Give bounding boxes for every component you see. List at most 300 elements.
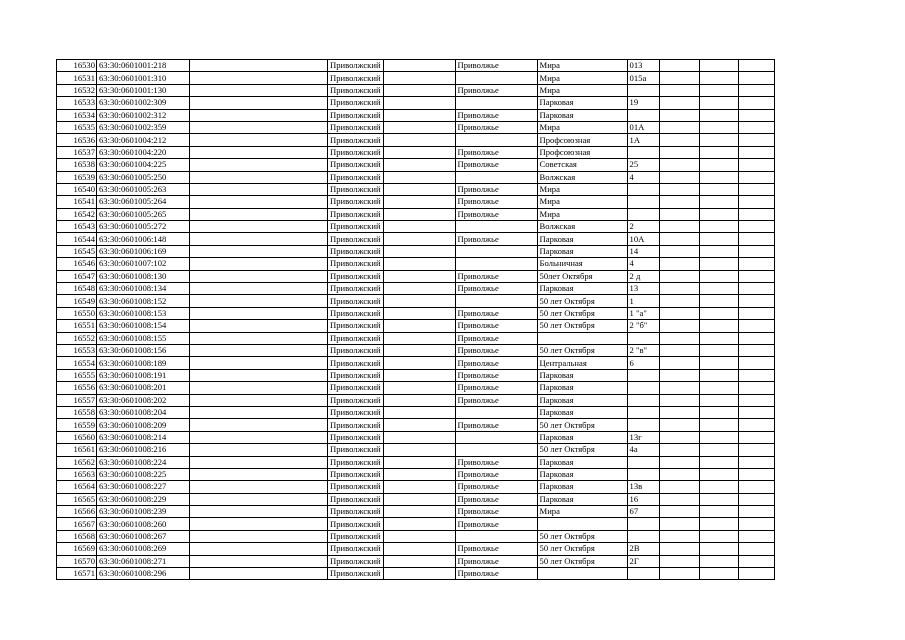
cadastral-number-cell: 63:30:0601002:309 [97, 97, 190, 109]
street-cell: Парковая [537, 233, 627, 245]
cadastral-number-cell: 63:30:0601008:130 [97, 270, 190, 282]
cadastral-number-cell: 63:30:0601008:189 [97, 357, 190, 369]
row-number-cell: 16567 [57, 518, 97, 530]
district-cell: Приволжский [328, 72, 384, 84]
cadastral-number-cell: 63:30:0601002:359 [97, 121, 190, 133]
table-row [57, 369, 775, 381]
district-cell: Приволжский [328, 295, 384, 307]
empty-cell [190, 320, 328, 332]
empty-cell [383, 295, 455, 307]
empty-cell [190, 60, 328, 72]
empty-cell [190, 493, 328, 505]
empty-cell [699, 506, 738, 518]
table-row [57, 208, 775, 220]
house-cell [627, 406, 659, 418]
district-cell: Приволжский [328, 382, 384, 394]
empty-cell [190, 406, 328, 418]
empty-cell [738, 543, 774, 555]
row-number-cell: 16560 [57, 431, 97, 443]
street-cell: Парковая [537, 369, 627, 381]
district-cell: Приволжский [328, 369, 384, 381]
empty-cell [383, 221, 455, 233]
row-number-cell: 16538 [57, 159, 97, 171]
empty-cell [190, 555, 328, 567]
empty-cell [659, 109, 699, 121]
house-cell [627, 419, 659, 431]
house-cell: 6 [627, 357, 659, 369]
empty-cell [383, 406, 455, 418]
empty-cell [190, 468, 328, 480]
empty-cell [383, 84, 455, 96]
empty-cell [383, 357, 455, 369]
house-cell: 13 [627, 283, 659, 295]
row-number-cell: 16552 [57, 332, 97, 344]
settlement-cell: Приволжье [455, 270, 537, 282]
district-cell: Приволжский [328, 530, 384, 542]
empty-cell [383, 444, 455, 456]
table-row [57, 543, 775, 555]
empty-cell [190, 295, 328, 307]
cadastral-number-cell: 63:30:0601001:310 [97, 72, 190, 84]
empty-cell [190, 369, 328, 381]
street-cell [537, 518, 627, 530]
empty-cell [738, 332, 774, 344]
empty-cell [190, 196, 328, 208]
table-row [57, 270, 775, 282]
cadastral-number-cell: 63:30:0601008:269 [97, 543, 190, 555]
district-cell: Приволжский [328, 419, 384, 431]
empty-cell [738, 530, 774, 542]
district-cell: Приволжский [328, 518, 384, 530]
house-cell: 013 [627, 60, 659, 72]
row-number-cell: 16544 [57, 233, 97, 245]
street-cell: Мира [537, 183, 627, 195]
row-number-cell: 16539 [57, 171, 97, 183]
cadastral-number-cell: 63:30:0601008:271 [97, 555, 190, 567]
empty-cell [738, 357, 774, 369]
empty-cell [699, 183, 738, 195]
row-number-cell: 16546 [57, 258, 97, 270]
cadastral-number-cell: 63:30:0601008:152 [97, 295, 190, 307]
table-row [57, 134, 775, 146]
street-cell: 50 лет Октября [537, 543, 627, 555]
settlement-cell [455, 406, 537, 418]
empty-cell [699, 406, 738, 418]
cadastral-number-cell: 63:30:0601004:225 [97, 159, 190, 171]
empty-cell [699, 233, 738, 245]
row-number-cell: 16531 [57, 72, 97, 84]
empty-cell [699, 555, 738, 567]
house-cell [627, 568, 659, 580]
cadastral-number-cell: 63:30:0601008:202 [97, 394, 190, 406]
cadastral-number-cell: 63:30:0601008:260 [97, 518, 190, 530]
table-row [57, 159, 775, 171]
cadastral-number-cell: 63:30:0601008:216 [97, 444, 190, 456]
empty-cell [659, 270, 699, 282]
district-cell: Приволжский [328, 444, 384, 456]
empty-cell [659, 344, 699, 356]
empty-cell [738, 233, 774, 245]
empty-cell [190, 506, 328, 518]
cadastral-number-cell: 63:30:0601005:265 [97, 208, 190, 220]
settlement-cell: Приволжье [455, 146, 537, 158]
empty-cell [659, 369, 699, 381]
district-cell: Приволжский [328, 307, 384, 319]
house-cell [627, 84, 659, 96]
empty-cell [190, 518, 328, 530]
empty-cell [659, 245, 699, 257]
settlement-cell: Приволжье [455, 518, 537, 530]
row-number-cell: 16557 [57, 394, 97, 406]
street-cell: Парковая [537, 245, 627, 257]
settlement-cell: Приволжье [455, 555, 537, 567]
empty-cell [738, 493, 774, 505]
empty-cell [190, 233, 328, 245]
district-cell: Приволжский [328, 555, 384, 567]
cadastral-number-cell: 63:30:0601006:169 [97, 245, 190, 257]
empty-cell [699, 481, 738, 493]
street-cell: Парковая [537, 394, 627, 406]
empty-cell [699, 97, 738, 109]
empty-cell [383, 481, 455, 493]
empty-cell [699, 369, 738, 381]
empty-cell [738, 171, 774, 183]
empty-cell [190, 183, 328, 195]
empty-cell [738, 431, 774, 443]
street-cell: 50 лет Октября [537, 419, 627, 431]
house-cell: 14 [627, 245, 659, 257]
house-cell [627, 394, 659, 406]
district-cell: Приволжский [328, 468, 384, 480]
district-cell: Приволжский [328, 506, 384, 518]
house-cell: 1 [627, 295, 659, 307]
house-cell: 2 д [627, 270, 659, 282]
row-number-cell: 16537 [57, 146, 97, 158]
cadastral-number-cell: 63:30:0601008:156 [97, 344, 190, 356]
empty-cell [383, 394, 455, 406]
empty-cell [659, 72, 699, 84]
settlement-cell: Приволжье [455, 233, 537, 245]
table-row [57, 332, 775, 344]
row-number-cell: 16543 [57, 221, 97, 233]
empty-cell [190, 394, 328, 406]
street-cell: Мира [537, 121, 627, 133]
row-number-cell: 16550 [57, 307, 97, 319]
street-cell: Мира [537, 196, 627, 208]
empty-cell [383, 270, 455, 282]
district-cell: Приволжский [328, 60, 384, 72]
empty-cell [738, 84, 774, 96]
cadastral-number-cell: 63:30:0601008:225 [97, 468, 190, 480]
empty-cell [659, 543, 699, 555]
street-cell: Парковая [537, 406, 627, 418]
row-number-cell: 16554 [57, 357, 97, 369]
empty-cell [738, 270, 774, 282]
settlement-cell [455, 444, 537, 456]
district-cell: Приволжский [328, 270, 384, 282]
empty-cell [699, 320, 738, 332]
empty-cell [699, 171, 738, 183]
district-cell: Приволжский [328, 568, 384, 580]
district-cell: Приволжский [328, 183, 384, 195]
row-number-cell: 16551 [57, 320, 97, 332]
empty-cell [190, 444, 328, 456]
empty-cell [383, 369, 455, 381]
table-row [57, 568, 775, 580]
empty-cell [659, 60, 699, 72]
empty-cell [190, 481, 328, 493]
empty-cell [738, 382, 774, 394]
empty-cell [383, 530, 455, 542]
row-number-cell: 16564 [57, 481, 97, 493]
settlement-cell [455, 221, 537, 233]
street-cell: Советская [537, 159, 627, 171]
empty-cell [659, 332, 699, 344]
row-number-cell: 16549 [57, 295, 97, 307]
empty-cell [383, 332, 455, 344]
empty-cell [738, 97, 774, 109]
settlement-cell: Приволжье [455, 283, 537, 295]
empty-cell [659, 97, 699, 109]
row-number-cell: 16566 [57, 506, 97, 518]
street-cell: 50 лет Октября [537, 530, 627, 542]
cadastral-number-cell: 63:30:0601008:224 [97, 456, 190, 468]
house-cell: 2 [627, 221, 659, 233]
empty-cell [699, 121, 738, 133]
cadastral-number-cell: 63:30:0601005:264 [97, 196, 190, 208]
empty-cell [383, 109, 455, 121]
table-row [57, 555, 775, 567]
street-cell: Волжская [537, 171, 627, 183]
street-cell: 50 лет Октября [537, 344, 627, 356]
settlement-cell [455, 245, 537, 257]
cadastral-number-cell: 63:30:0601008:154 [97, 320, 190, 332]
house-cell [627, 183, 659, 195]
empty-cell [659, 320, 699, 332]
row-number-cell: 16534 [57, 109, 97, 121]
empty-cell [190, 419, 328, 431]
cadastral-number-cell: 63:30:0601001:130 [97, 84, 190, 96]
house-cell [627, 208, 659, 220]
empty-cell [383, 97, 455, 109]
empty-cell [738, 109, 774, 121]
district-cell: Приволжский [328, 493, 384, 505]
house-cell: 015а [627, 72, 659, 84]
empty-cell [659, 468, 699, 480]
cadastral-number-cell: 63:30:0601008:191 [97, 369, 190, 381]
cadastral-number-cell: 63:30:0601007:102 [97, 258, 190, 270]
table-row [57, 320, 775, 332]
empty-cell [738, 568, 774, 580]
empty-cell [383, 121, 455, 133]
empty-cell [383, 307, 455, 319]
table-row [57, 419, 775, 431]
table-row [57, 72, 775, 84]
house-cell: 4а [627, 444, 659, 456]
settlement-cell [455, 171, 537, 183]
empty-cell [190, 431, 328, 443]
street-cell: Центральная [537, 357, 627, 369]
settlement-cell: Приволжье [455, 506, 537, 518]
house-cell: 13г [627, 431, 659, 443]
row-number-cell: 16562 [57, 456, 97, 468]
empty-cell [383, 183, 455, 195]
street-cell: Профсоюзная [537, 146, 627, 158]
row-number-cell: 16540 [57, 183, 97, 195]
table-row [57, 109, 775, 121]
cadastral-number-cell: 63:30:0601002:312 [97, 109, 190, 121]
empty-cell [738, 444, 774, 456]
empty-cell [659, 481, 699, 493]
settlement-cell [455, 431, 537, 443]
empty-cell [738, 245, 774, 257]
settlement-cell: Приволжье [455, 183, 537, 195]
house-cell [627, 530, 659, 542]
table-row [57, 196, 775, 208]
house-cell: 4 [627, 171, 659, 183]
empty-cell [383, 283, 455, 295]
cadastral-number-cell: 63:30:0601004:212 [97, 134, 190, 146]
row-number-cell: 16555 [57, 369, 97, 381]
house-cell: 10А [627, 233, 659, 245]
empty-cell [383, 468, 455, 480]
street-cell: 50лет Октября [537, 270, 627, 282]
empty-cell [699, 530, 738, 542]
district-cell: Приволжский [328, 245, 384, 257]
district-cell: Приволжский [328, 221, 384, 233]
settlement-cell: Приволжье [455, 84, 537, 96]
settlement-cell: Приволжье [455, 468, 537, 480]
empty-cell [659, 171, 699, 183]
empty-cell [190, 530, 328, 542]
row-number-cell: 16542 [57, 208, 97, 220]
settlement-cell: Приволжье [455, 543, 537, 555]
settlement-cell [455, 134, 537, 146]
street-cell: Парковая [537, 97, 627, 109]
empty-cell [699, 60, 738, 72]
row-number-cell: 16541 [57, 196, 97, 208]
empty-cell [659, 394, 699, 406]
empty-cell [659, 530, 699, 542]
empty-cell [659, 183, 699, 195]
settlement-cell [455, 72, 537, 84]
table-row [57, 295, 775, 307]
street-cell: Мира [537, 84, 627, 96]
row-number-cell: 16569 [57, 543, 97, 555]
district-cell: Приволжский [328, 406, 384, 418]
house-cell: 16 [627, 493, 659, 505]
table-row [57, 481, 775, 493]
settlement-cell: Приволжье [455, 60, 537, 72]
empty-cell [190, 332, 328, 344]
row-number-cell: 16536 [57, 134, 97, 146]
empty-cell [190, 307, 328, 319]
settlement-cell: Приволжье [455, 357, 537, 369]
empty-cell [699, 332, 738, 344]
house-cell: 2В [627, 543, 659, 555]
empty-cell [699, 270, 738, 282]
house-cell [627, 109, 659, 121]
street-cell [537, 332, 627, 344]
empty-cell [659, 283, 699, 295]
street-cell: Парковая [537, 431, 627, 443]
district-cell: Приволжский [328, 394, 384, 406]
house-cell [627, 468, 659, 480]
empty-cell [699, 394, 738, 406]
cadastral-number-cell: 63:30:0601005:263 [97, 183, 190, 195]
empty-cell [190, 208, 328, 220]
street-cell: Мира [537, 72, 627, 84]
empty-cell [659, 196, 699, 208]
empty-cell [699, 307, 738, 319]
empty-cell [190, 568, 328, 580]
row-number-cell: 16532 [57, 84, 97, 96]
settlement-cell [455, 530, 537, 542]
empty-cell [738, 344, 774, 356]
cadastral-number-cell: 63:30:0601008:153 [97, 307, 190, 319]
empty-cell [383, 159, 455, 171]
empty-cell [659, 357, 699, 369]
empty-cell [659, 555, 699, 567]
table-row [57, 283, 775, 295]
district-cell: Приволжский [328, 208, 384, 220]
table-row [57, 431, 775, 443]
cadastral-number-cell: 63:30:0601001:218 [97, 60, 190, 72]
empty-cell [738, 468, 774, 480]
district-cell: Приволжский [328, 431, 384, 443]
empty-cell [190, 456, 328, 468]
empty-cell [190, 84, 328, 96]
empty-cell [383, 134, 455, 146]
empty-cell [738, 369, 774, 381]
empty-cell [659, 506, 699, 518]
empty-cell [383, 60, 455, 72]
empty-cell [699, 357, 738, 369]
empty-cell [190, 134, 328, 146]
empty-cell [659, 444, 699, 456]
table-row [57, 493, 775, 505]
empty-cell [738, 121, 774, 133]
row-number-cell: 16570 [57, 555, 97, 567]
table-row [57, 394, 775, 406]
cadastral-number-cell: 63:30:0601008:239 [97, 506, 190, 518]
settlement-cell: Приволжье [455, 419, 537, 431]
street-cell: Больничная [537, 258, 627, 270]
house-cell: 1 "а" [627, 307, 659, 319]
table-row [57, 357, 775, 369]
district-cell: Приволжский [328, 97, 384, 109]
row-number-cell: 16533 [57, 97, 97, 109]
empty-cell [699, 146, 738, 158]
district-cell: Приволжский [328, 146, 384, 158]
street-cell: Парковая [537, 283, 627, 295]
district-cell: Приволжский [328, 283, 384, 295]
empty-cell [659, 121, 699, 133]
settlement-cell: Приволжье [455, 320, 537, 332]
row-number-cell: 16535 [57, 121, 97, 133]
empty-cell [383, 543, 455, 555]
table-row [57, 444, 775, 456]
empty-cell [383, 506, 455, 518]
table-row [57, 245, 775, 257]
empty-cell [659, 568, 699, 580]
settlement-cell: Приволжье [455, 121, 537, 133]
street-cell: Мира [537, 208, 627, 220]
empty-cell [659, 258, 699, 270]
empty-cell [190, 97, 328, 109]
settlement-cell: Приволжье [455, 481, 537, 493]
empty-cell [738, 183, 774, 195]
